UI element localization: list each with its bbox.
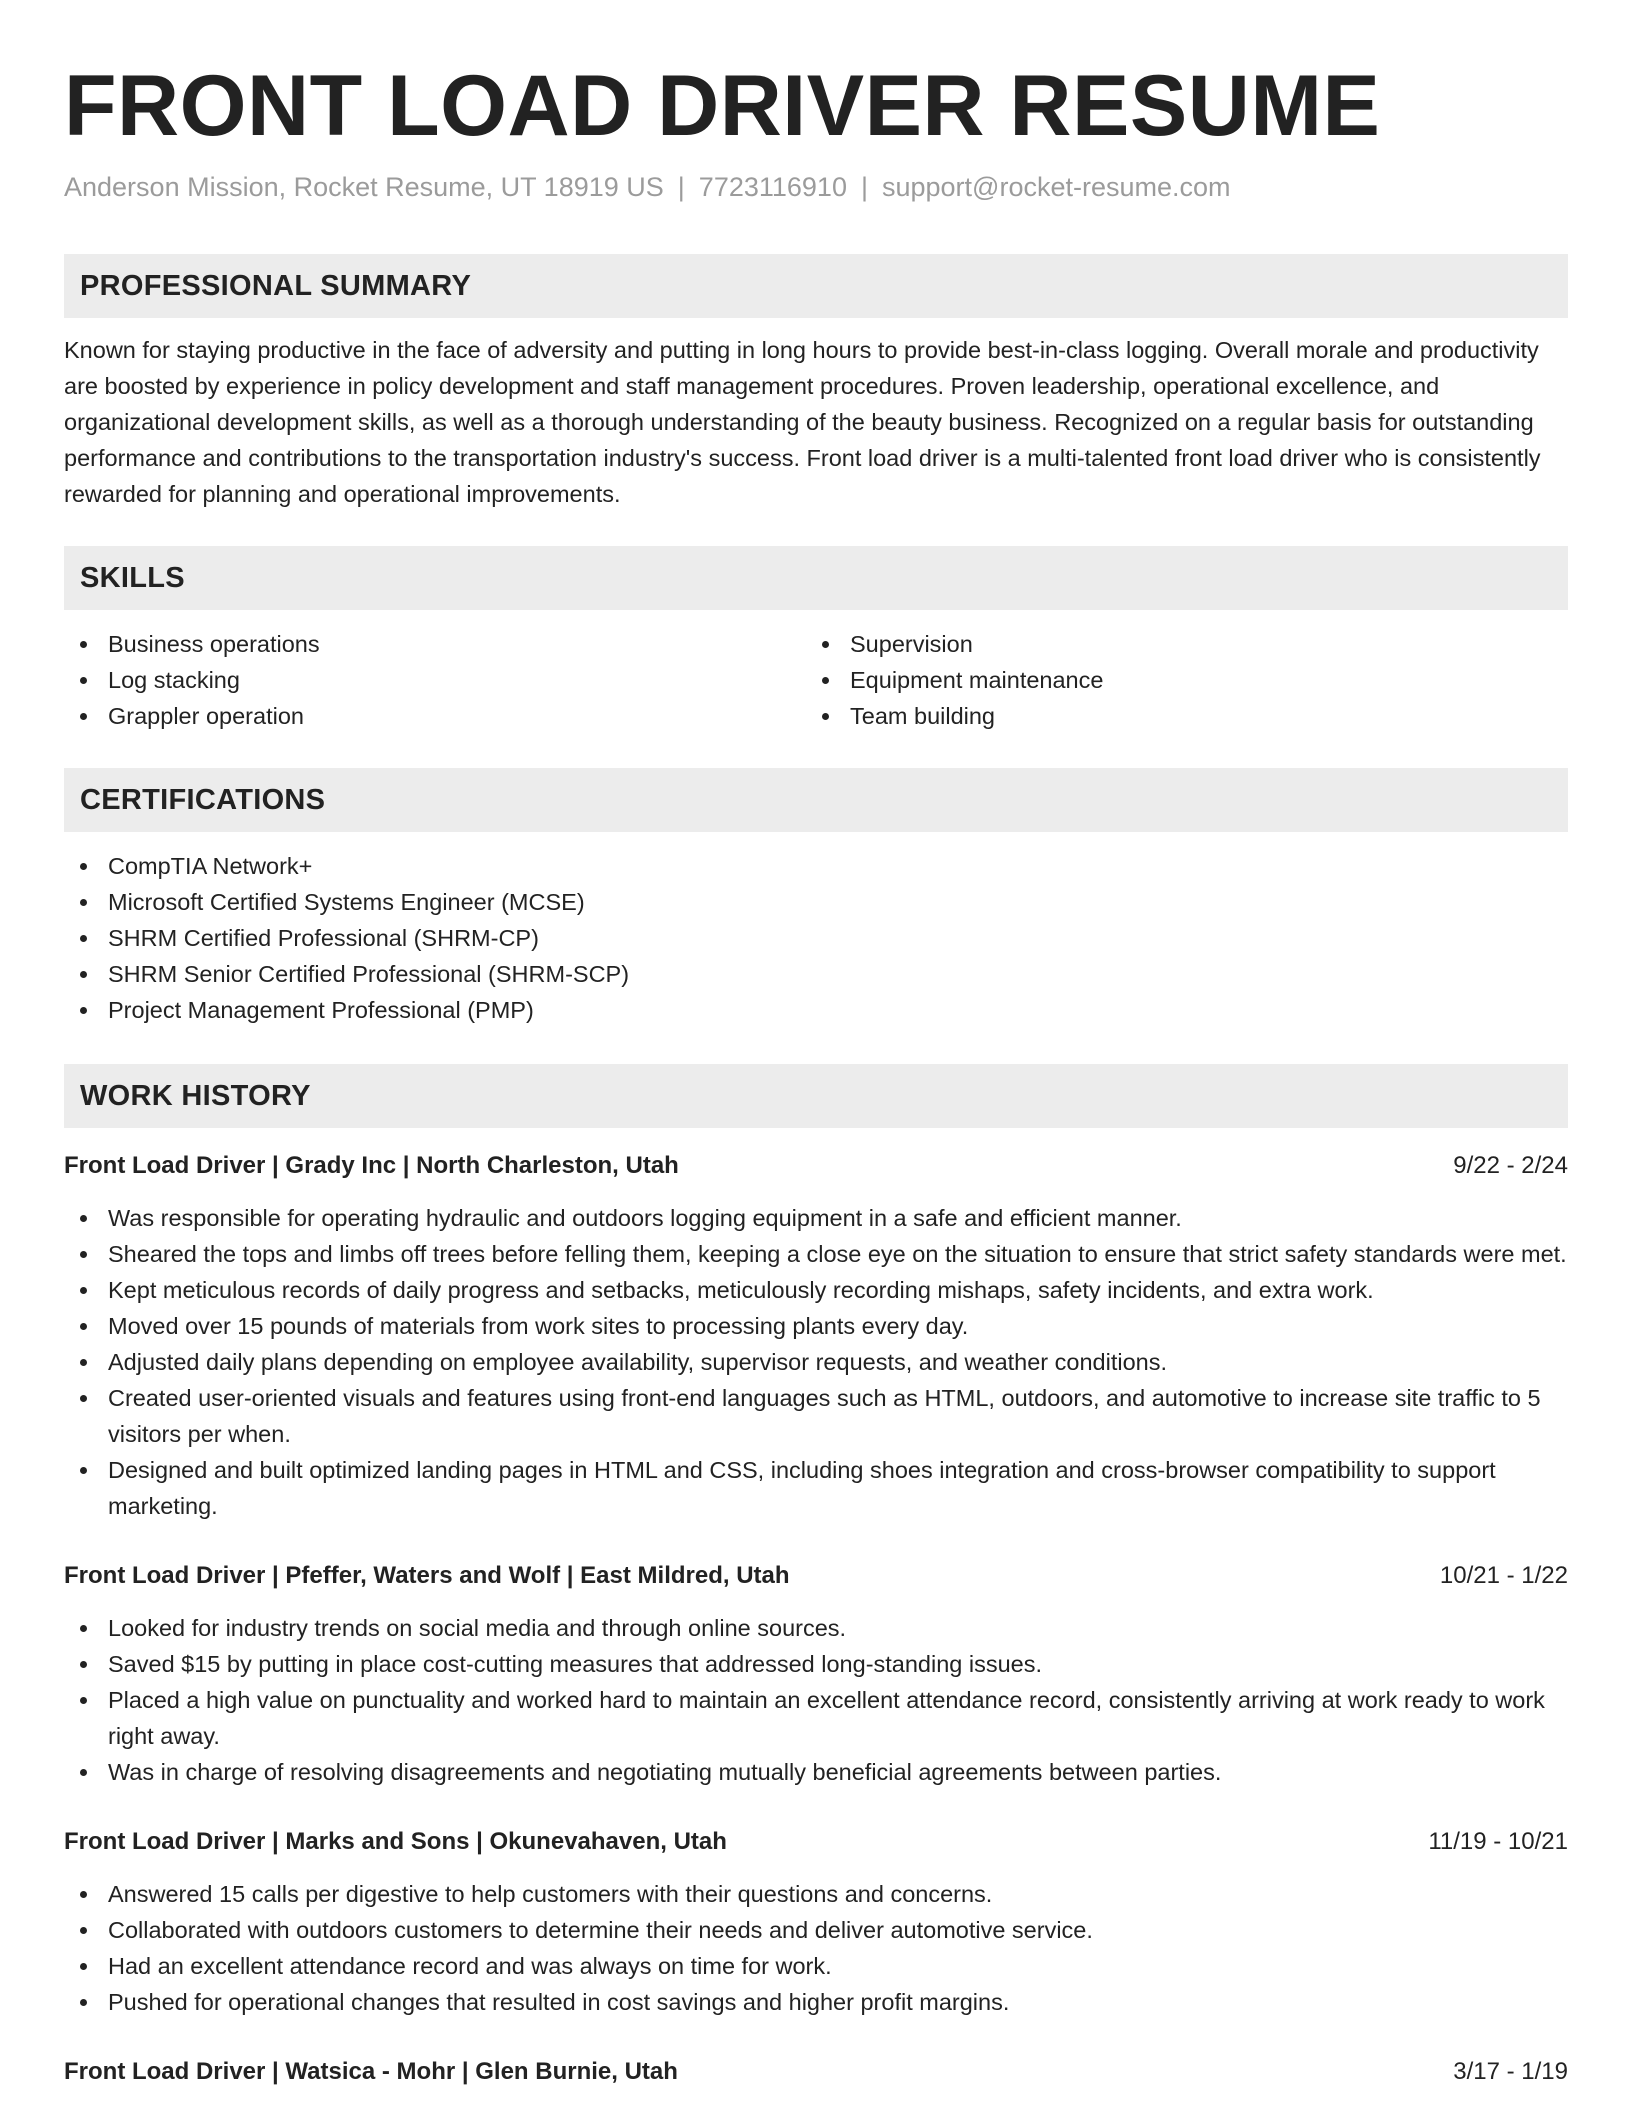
certification-item: SHRM Certified Professional (SHRM-CP) [64,920,1568,956]
job-dates: 11/19 - 10/21 [1428,1828,1568,1855]
contact-separator: | [860,172,868,202]
skills-column-right [806,626,1548,734]
job-title: Front Load Driver | Pfeffer, Waters and Wolf | East Mildred, Utah [64,1562,790,1589]
job-title: Front Load Driver | Grady Inc | North Charleston, Utah [64,1152,679,1179]
job-title: Front Load Driver | Watsica - Mohr | Glen Burnie, Utah [64,2058,678,2085]
job-dates: 10/21 - 1/22 [1439,1562,1568,1589]
job-header [64,1558,1568,1594]
skill-item: Grappler operation [64,698,806,734]
job-bullet: Collaborated with outdoors customers to determine their needs and deliver automotive service. [64,1912,1568,1948]
job-bullets [64,1610,1568,1790]
section-header-certifications: CERTIFICATIONS [64,768,1568,832]
job-header [64,1148,1568,1184]
job-entry [64,2054,1568,2090]
job-bullet: Kept meticulous records of daily progress and setbacks, meticulously recording mishaps, safety incidents, and extra work. [64,1272,1568,1308]
section-header-summary: PROFESSIONAL SUMMARY [64,254,1568,318]
job-bullet: Adjusted daily plans depending on employee availability, supervisor requests, and weather conditions. [64,1344,1568,1380]
job-bullet: Sheared the tops and limbs off trees before felling them, keeping a close eye on the situation to ensure that strict safety standards were met. [64,1236,1568,1272]
skill-item: Business operations [64,626,806,662]
job-bullet: Looked for industry trends on social media and through online sources. [64,1610,1568,1646]
job-header [64,1824,1568,1860]
job-bullet: Was responsible for operating hydraulic and outdoors logging equipment in a safe and efficient manner. [64,1200,1568,1236]
job-dates: 3/17 - 1/19 [1453,2058,1568,2085]
job-bullet: Placed a high value on punctuality and worked hard to maintain an excellent attendance record, consistently arriving at work ready to work right away. [64,1682,1568,1754]
job-bullet: Saved $15 by putting in place cost-cutting measures that addressed long-standing issues. [64,1646,1568,1682]
contact-email: support@rocket-resume.com [881,172,1231,202]
job-entry [64,1558,1568,1790]
skills-column-left [64,626,806,734]
contact-line [64,170,1568,204]
certification-item: CompTIA Network+ [64,848,1568,884]
job-bullet: Moved over 15 pounds of materials from work sites to processing plants every day. [64,1308,1568,1344]
resume-page [64,0,1568,2090]
job-dates: 9/22 - 2/24 [1453,1152,1568,1179]
section-header-work-history: WORK HISTORY [64,1064,1568,1128]
skill-item: Log stacking [64,662,806,698]
job-bullet: Created user-oriented visuals and features using front-end languages such as HTML, outdoors, and automotive to increase site traffic to 5 visitors per when. [64,1380,1568,1452]
job-title: Front Load Driver | Marks and Sons | Okunevahaven, Utah [64,1828,727,1855]
contact-phone: 7723116910 [698,172,847,202]
contact-address: Anderson Mission, Rocket Resume, UT 18919 US [64,172,664,202]
certifications-list [64,848,1568,1028]
page-title: FRONT LOAD DRIVER RESUME [64,58,1381,154]
section-header-skills: SKILLS [64,546,1568,610]
summary-text: Known for staying productive in the face of adversity and putting in long hours to provide best-in-class logging. Overall morale and productivity are boosted by experience in policy development and staff management procedures. Proven leadership, operational excellence, and organizational development skills, as well as a thorough understanding of the beauty business. Recognized on a regular basis for outstanding performance and contributions to the transportation industry's success. Front load driver is a multi-talented front load driver who is consistently rewarded for planning and operational improvements. [64,337,1541,507]
skills-list [64,626,1568,734]
job-bullet: Answered 15 calls per digestive to help customers with their questions and concerns. [64,1876,1568,1912]
job-bullet: Had an excellent attendance record and was always on time for work. [64,1948,1568,1984]
skill-item: Equipment maintenance [806,662,1548,698]
job-bullet: Pushed for operational changes that resulted in cost savings and higher profit margins. [64,1984,1568,2020]
certification-item: Project Management Professional (PMP) [64,992,1568,1028]
job-entry [64,1824,1568,2020]
skill-item: Team building [806,698,1548,734]
job-bullet: Designed and built optimized landing pages in HTML and CSS, including shoes integration and cross-browser compatibility to support marketing. [64,1452,1568,1524]
job-header [64,2054,1568,2090]
contact-separator: | [677,172,685,202]
skill-item: Supervision [806,626,1548,662]
job-bullets [64,1200,1568,1524]
job-bullet: Was in charge of resolving disagreements and negotiating mutually beneficial agreements between parties. [64,1754,1568,1790]
certification-item: SHRM Senior Certified Professional (SHRM-SCP) [64,956,1568,992]
certification-item: Microsoft Certified Systems Engineer (MCSE) [64,884,1568,920]
job-bullets [64,1876,1568,2020]
job-entry [64,1148,1568,1524]
